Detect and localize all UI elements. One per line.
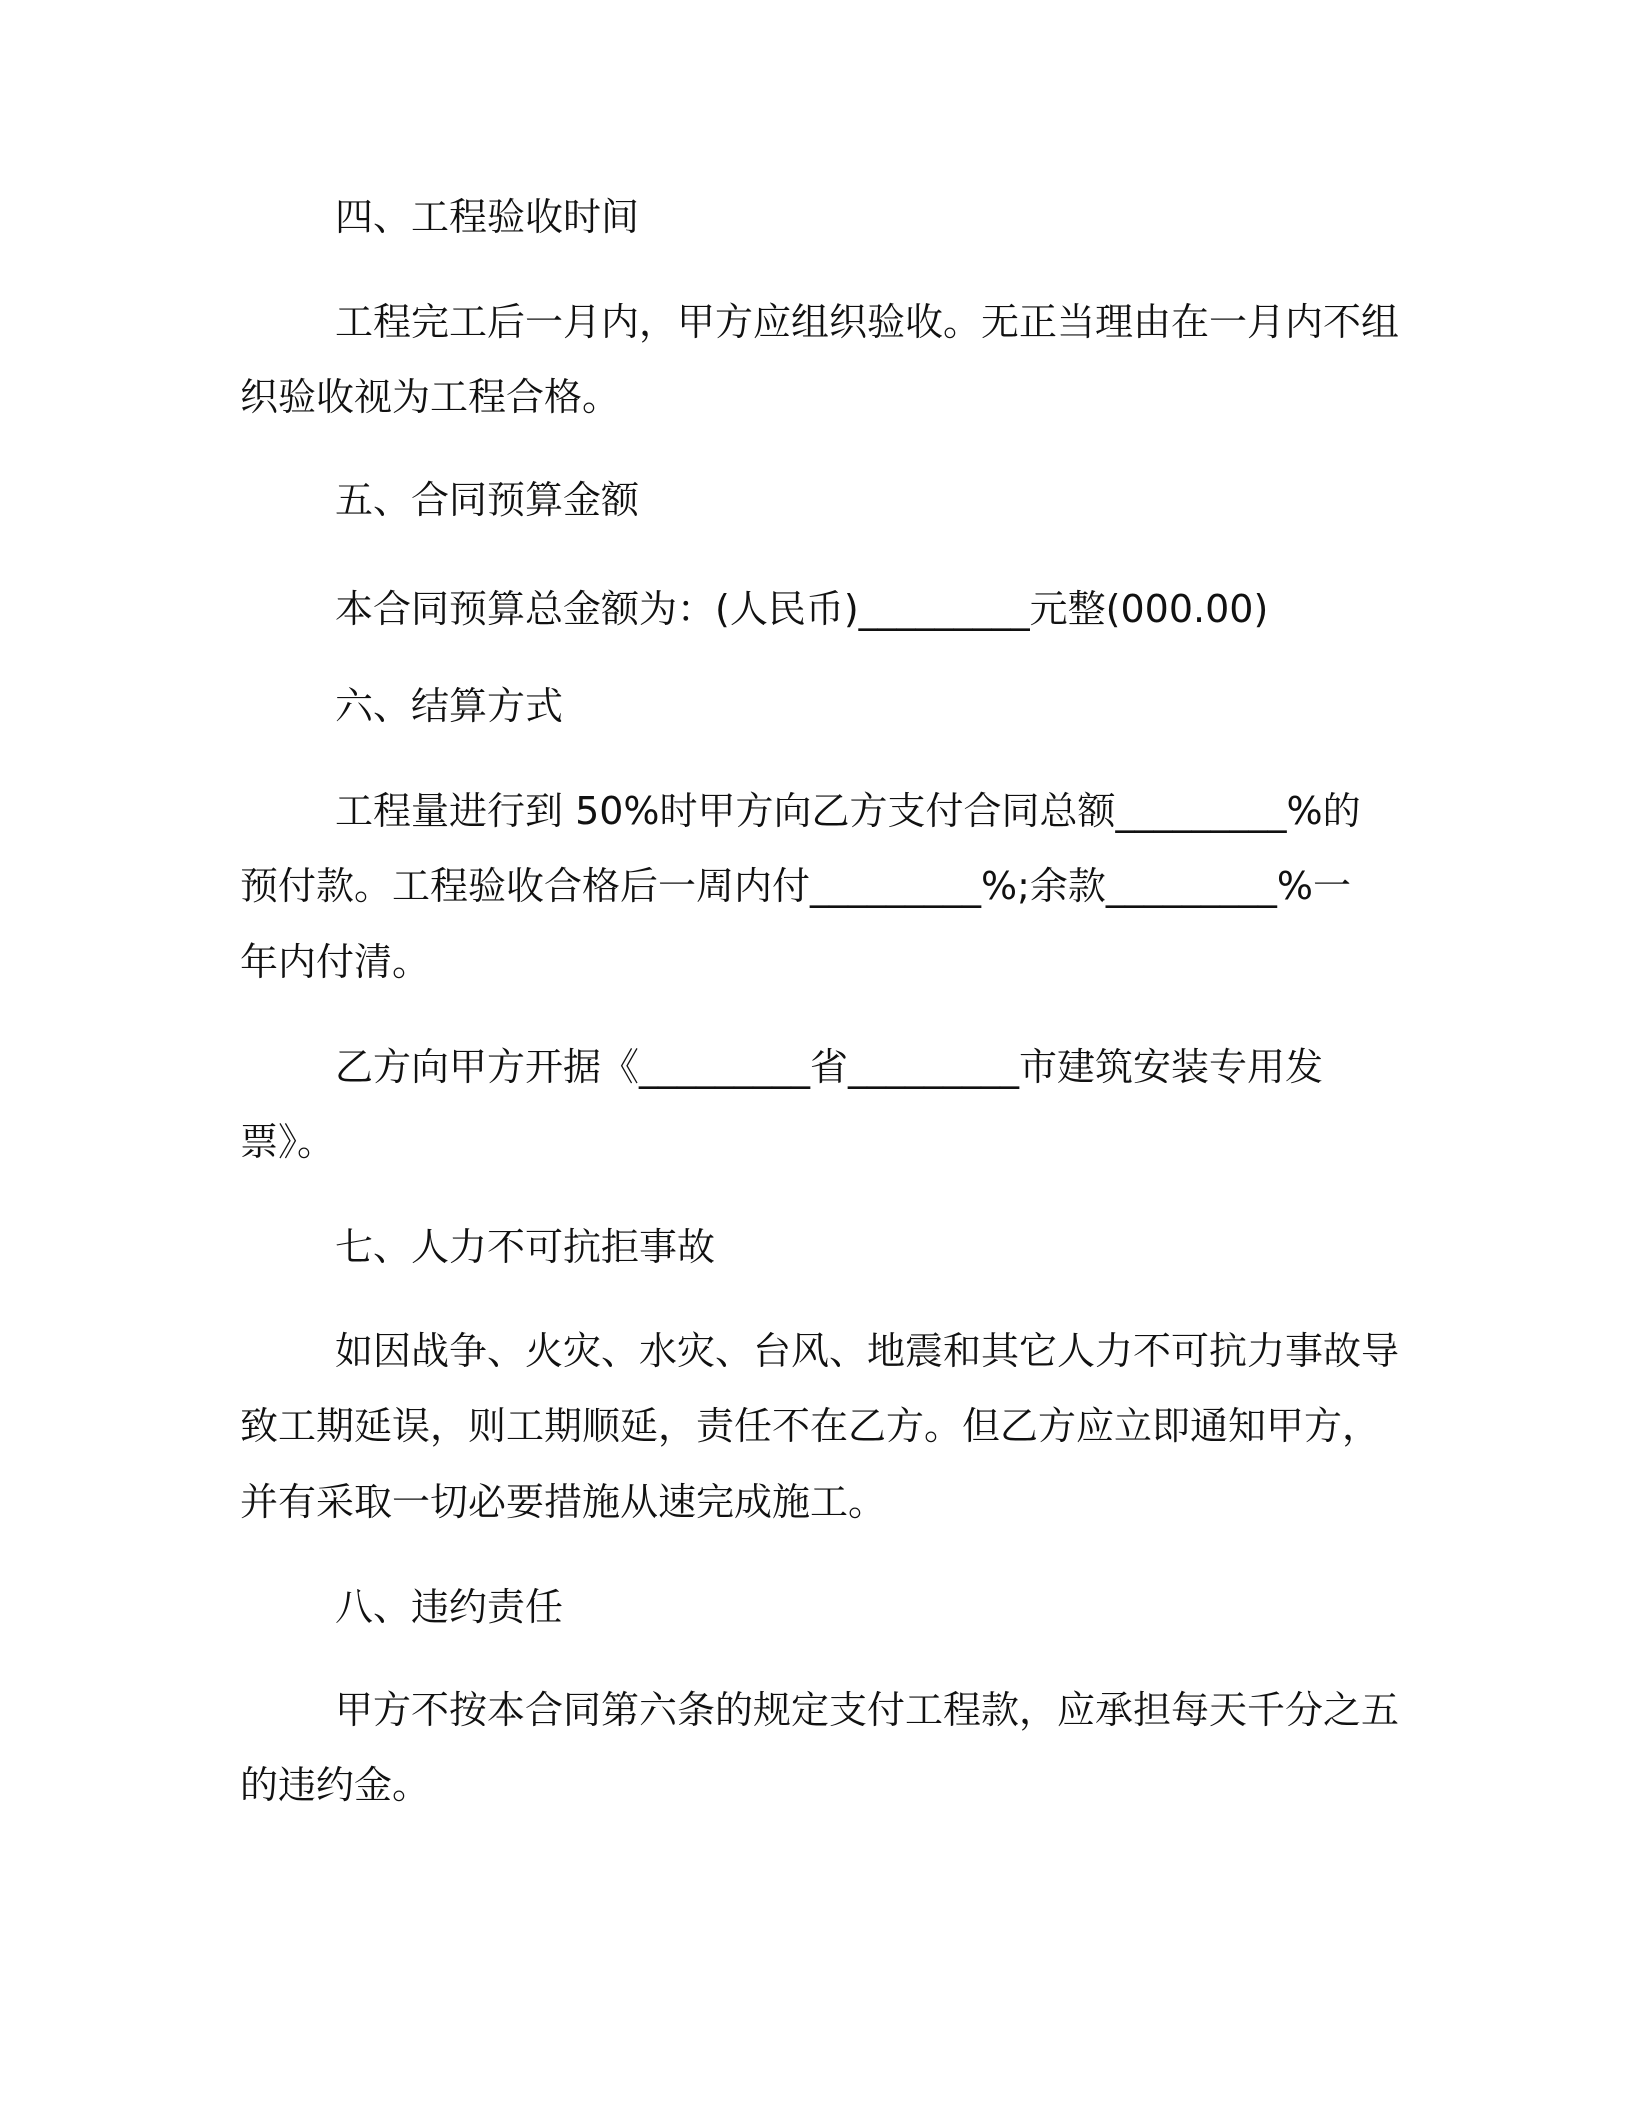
section-heading-4: 四、工程验收时间 [335,195,640,239]
paragraph-line: 的违约金。 [240,1763,431,1807]
section-heading-8: 八、违约责任 [335,1585,564,1629]
paragraph-line: 致工期延误，则工期顺延，责任不在乙方。但乙方应立即通知甲方， [240,1404,1381,1448]
paragraph-line: 本合同预算总金额为：(人民币)_________元整(000.00) [335,587,1269,631]
paragraph-line: 年内付清。 [240,940,431,984]
paragraph-line: 织验收视为工程合格。 [240,375,621,419]
paragraph-line: 预付款。工程验收合格后一周内付_________%;余款_________%一 [240,864,1352,908]
paragraph-line: 甲方不按本合同第六条的规定支付工程款，应承担每天千分之五 [335,1688,1400,1732]
paragraph-line: 工程完工后一月内，甲方应组织验收。无正当理由在一月内不组 [335,300,1400,344]
paragraph-line: 票》。 [240,1120,336,1164]
paragraph-line: 乙方向甲方开据《_________省_________市建筑安装专用发 [335,1045,1324,1089]
section-heading-6: 六、结算方式 [335,684,564,728]
paragraph-line: 并有采取一切必要措施从速完成施工。 [240,1480,887,1524]
section-heading-5: 五、合同预算金额 [335,478,640,522]
paragraph-line: 工程量进行到 50%时甲方向乙方支付合同总额_________%的 [335,789,1361,833]
paragraph-line: 如因战争、火灾、水灾、台风、地震和其它人力不可抗力事故导 [335,1329,1400,1373]
section-heading-7: 七、人力不可抗拒事故 [335,1225,716,1269]
